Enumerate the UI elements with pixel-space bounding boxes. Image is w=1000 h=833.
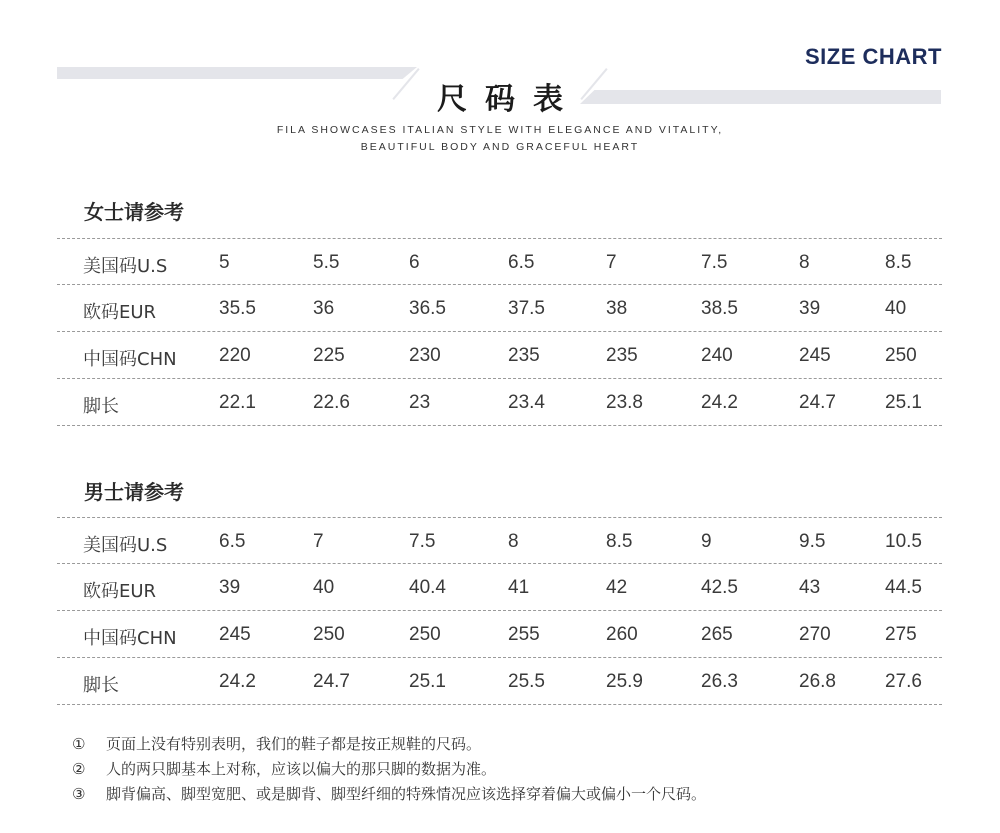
table-cell: 10.5	[885, 531, 922, 552]
table-cell: 8	[508, 531, 519, 552]
note-number: ②	[72, 759, 86, 778]
table-cell: 36	[313, 298, 335, 319]
table-cell: 23	[409, 392, 431, 413]
table-cell: 270	[799, 624, 831, 645]
table-cell: 39	[219, 577, 241, 598]
men-size-table	[57, 517, 942, 705]
table-cell: 43	[799, 577, 821, 598]
table-cell: 255	[508, 624, 540, 645]
table-cell: 25.1	[409, 671, 446, 692]
table-cell: 5	[219, 252, 230, 273]
table-cell: 230	[409, 345, 441, 366]
row-label: 中国码CHN	[83, 628, 177, 649]
table-cell: 24.2	[701, 392, 738, 413]
table-cell: 40	[313, 577, 335, 598]
table-cell: 44.5	[885, 577, 922, 598]
table-cell: 6	[409, 252, 420, 273]
tagline	[0, 122, 1000, 156]
row-label: 脚长	[83, 396, 119, 417]
row-label: 欧码EUR	[83, 581, 157, 602]
row-label: 脚长	[83, 675, 119, 696]
note-number: ③	[72, 784, 86, 803]
table-cell: 7.5	[701, 252, 728, 273]
table-cell: 240	[701, 345, 733, 366]
table-cell: 9	[701, 531, 712, 552]
table-row	[57, 611, 942, 658]
tagline-line-2: BEAUTIFUL BODY AND GRACEFUL HEART	[360, 141, 640, 153]
table-cell: 22.6	[313, 392, 350, 413]
table-cell: 24.2	[219, 671, 256, 692]
table-cell: 35.5	[219, 298, 256, 319]
row-label: 美国码U.S	[83, 256, 168, 277]
table-cell: 260	[606, 624, 638, 645]
table-cell: 37.5	[508, 298, 545, 319]
table-cell: 39	[799, 298, 821, 319]
women-size-table	[57, 238, 942, 426]
table-cell: 220	[219, 345, 251, 366]
table-cell: 250	[409, 624, 441, 645]
table-cell: 26.3	[701, 671, 738, 692]
table-row	[57, 658, 942, 705]
table-cell: 235	[606, 345, 638, 366]
table-cell: 40	[885, 298, 907, 319]
table-cell: 25.5	[508, 671, 545, 692]
table-cell: 6.5	[508, 252, 535, 273]
table-cell: 8.5	[885, 252, 912, 273]
row-label: 欧码EUR	[83, 302, 157, 323]
table-row	[57, 517, 942, 564]
table-cell: 5.5	[313, 252, 340, 273]
page-title: 尺码表	[437, 82, 581, 117]
women-section-title: 女士请参考	[84, 200, 184, 224]
table-cell: 38	[606, 298, 628, 319]
table-cell: 225	[313, 345, 345, 366]
table-row	[57, 332, 942, 379]
table-cell: 26.8	[799, 671, 836, 692]
table-cell: 9.5	[799, 531, 826, 552]
table-row	[57, 238, 942, 285]
table-cell: 42	[606, 577, 628, 598]
table-cell: 38.5	[701, 298, 738, 319]
note-text: 页面上没有特别表明，我们的鞋子都是按正规鞋的尺码。	[106, 735, 482, 753]
size-chart-badge: SIZE CHART	[805, 44, 942, 69]
table-cell: 8.5	[606, 531, 633, 552]
note-text: 人的两只脚基本上对称，应该以偏大的那只脚的数据为准。	[106, 760, 497, 778]
table-cell: 250	[885, 345, 917, 366]
table-row	[57, 564, 942, 611]
table-cell: 23.8	[606, 392, 643, 413]
table-cell: 22.1	[219, 392, 256, 413]
table-cell: 7.5	[409, 531, 436, 552]
table-cell: 250	[313, 624, 345, 645]
notes-list	[72, 731, 706, 806]
table-cell: 41	[508, 577, 530, 598]
note-item	[72, 781, 706, 806]
note-text: 脚背偏高、脚型宽肥、或是脚背、脚型纤细的特殊情况应该选择穿着偏大或偏小一个尺码。	[106, 785, 707, 803]
table-cell: 235	[508, 345, 540, 366]
table-cell: 40.4	[409, 577, 446, 598]
table-cell: 7	[606, 252, 617, 273]
table-row	[57, 379, 942, 426]
table-cell: 24.7	[799, 392, 836, 413]
row-label: 中国码CHN	[83, 349, 177, 370]
table-cell: 25.9	[606, 671, 643, 692]
table-cell: 245	[799, 345, 831, 366]
table-cell: 7	[313, 531, 324, 552]
row-label: 美国码U.S	[83, 535, 168, 556]
table-cell: 36.5	[409, 298, 446, 319]
table-cell: 245	[219, 624, 251, 645]
table-cell: 23.4	[508, 392, 545, 413]
note-number: ①	[72, 734, 86, 753]
table-cell: 8	[799, 252, 810, 273]
table-cell: 265	[701, 624, 733, 645]
table-cell: 6.5	[219, 531, 246, 552]
note-item	[72, 731, 706, 756]
men-section-title: 男士请参考	[84, 480, 184, 504]
table-cell: 275	[885, 624, 917, 645]
table-cell: 24.7	[313, 671, 350, 692]
table-cell: 42.5	[701, 577, 738, 598]
table-cell: 27.6	[885, 671, 922, 692]
tagline-line-1: FILA SHOWCASES ITALIAN STYLE WITH ELEGANCE AND VITALITY,	[276, 124, 724, 136]
note-item	[72, 756, 706, 781]
table-row	[57, 285, 942, 332]
table-cell: 25.1	[885, 392, 922, 413]
